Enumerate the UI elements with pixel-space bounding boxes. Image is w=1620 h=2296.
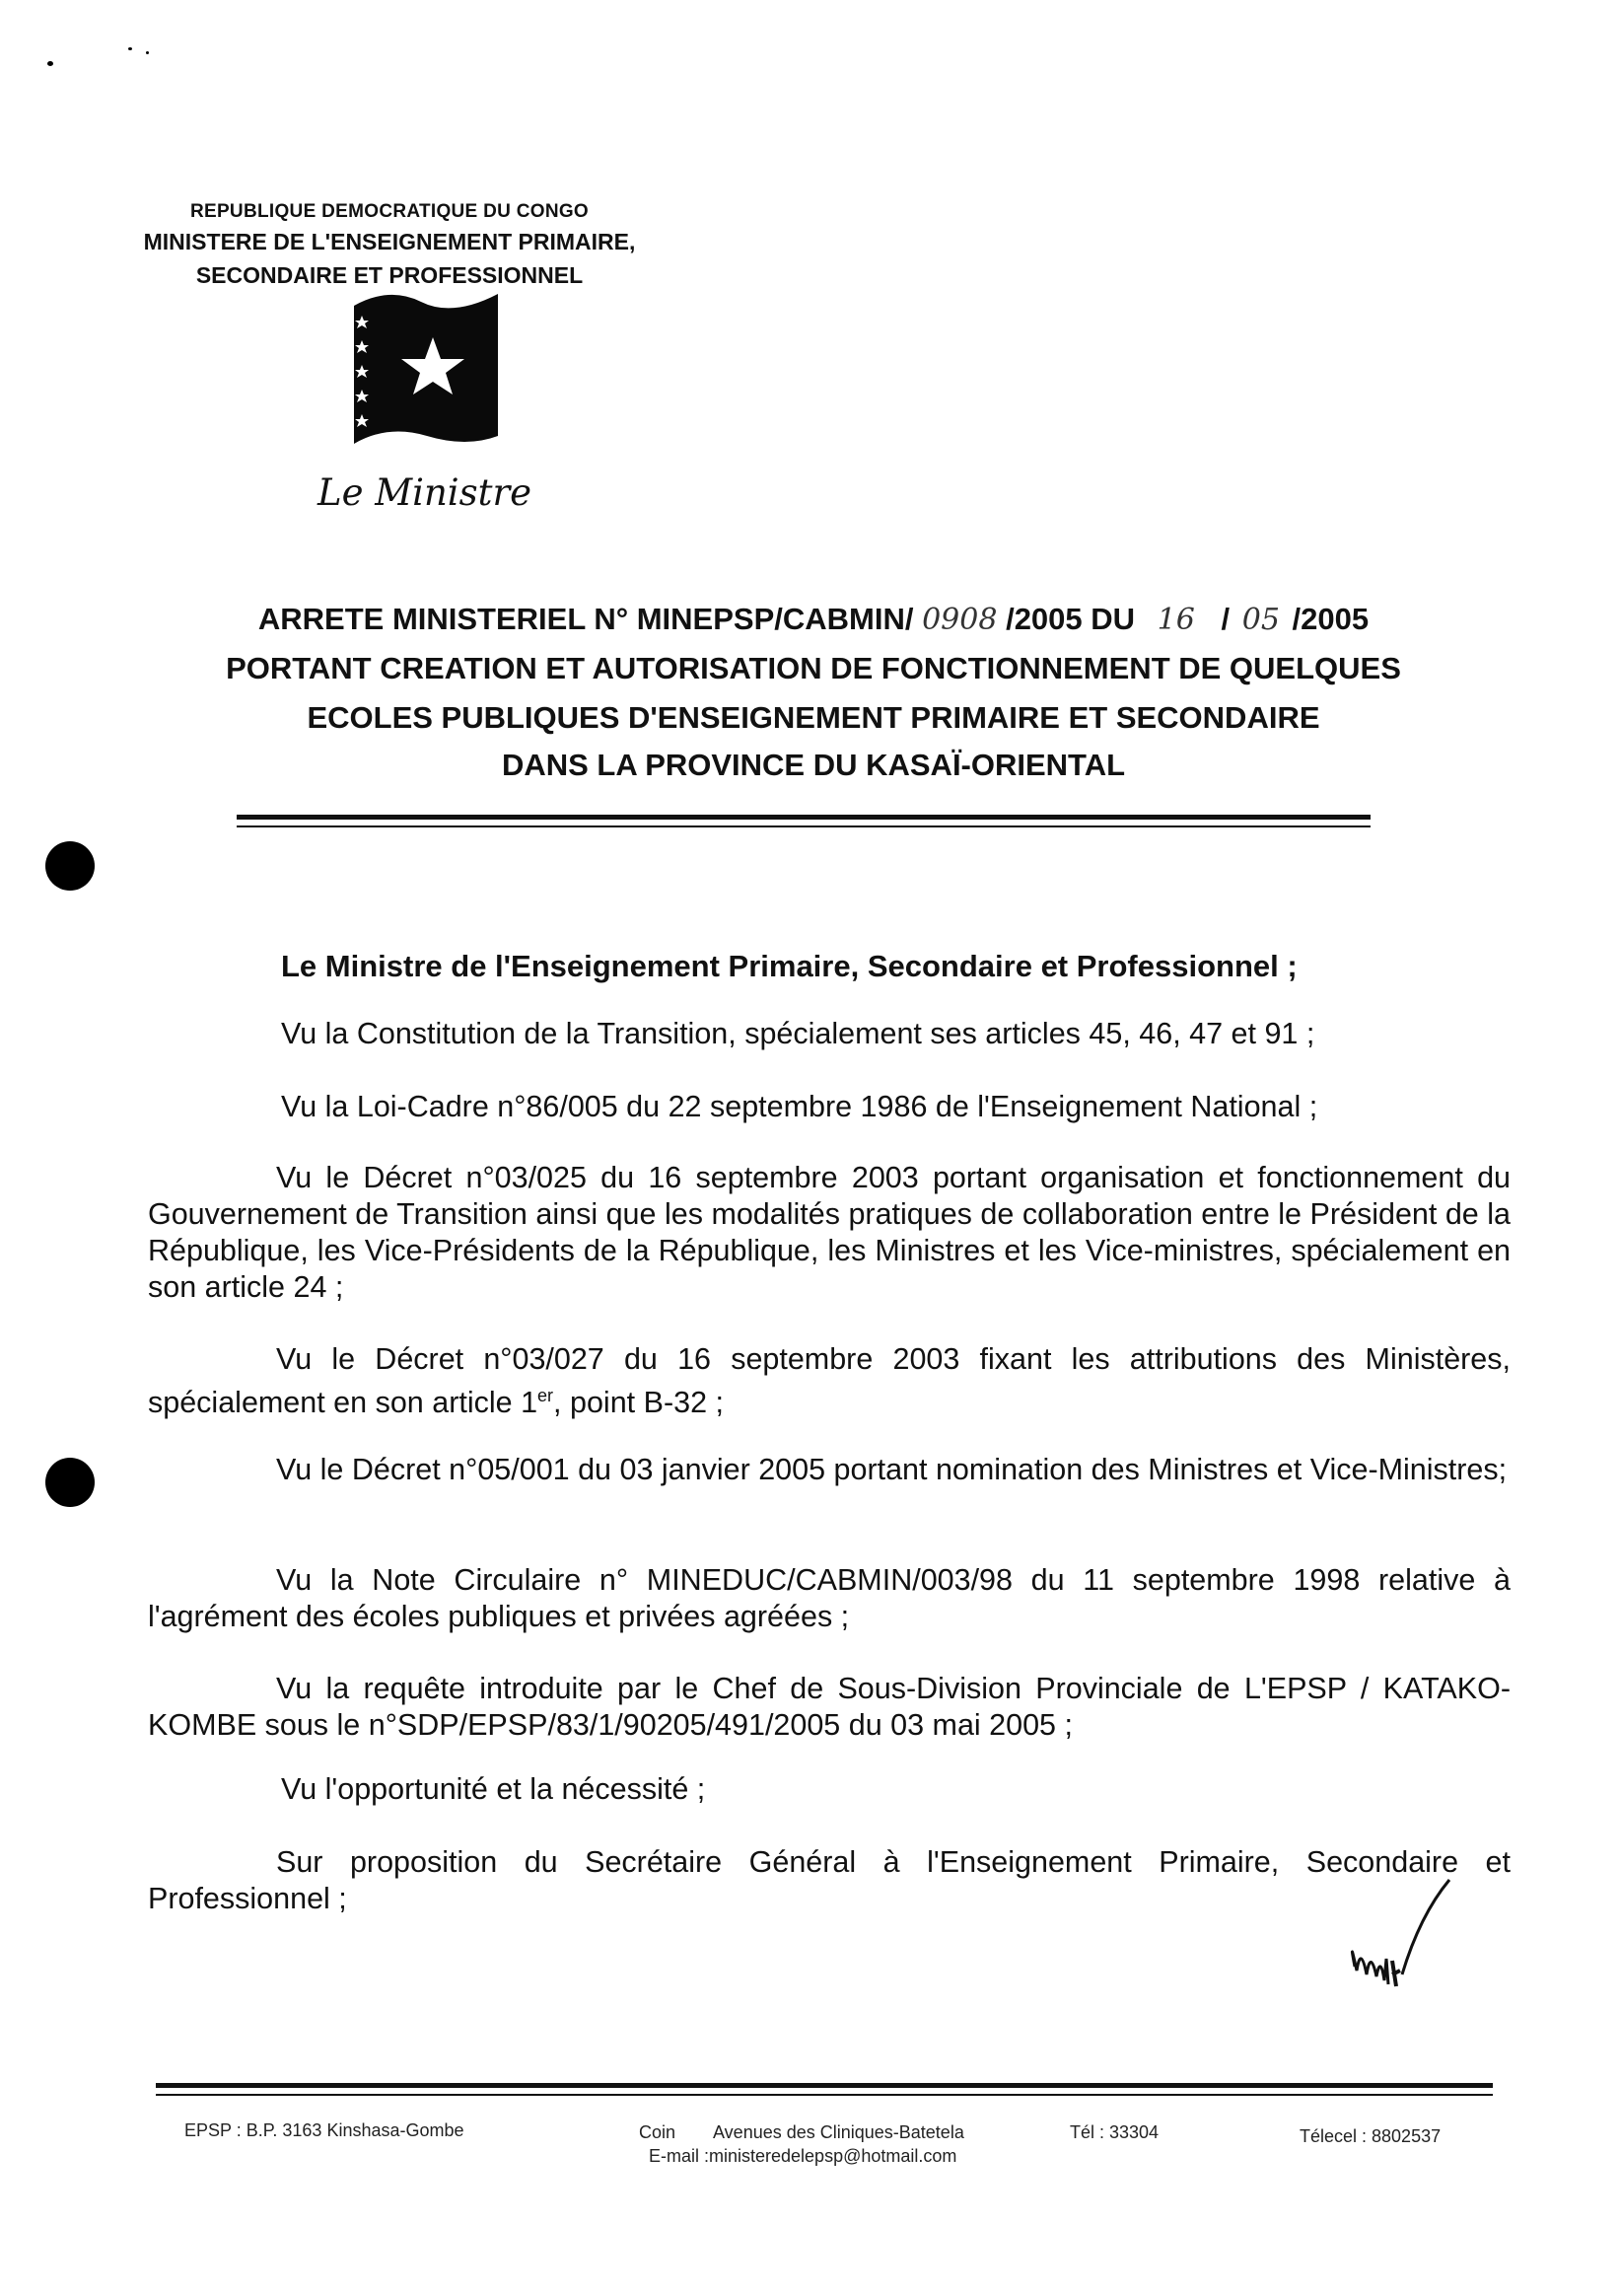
footer-telephone: Tél : 33304: [1070, 2122, 1160, 2142]
scan-speck: [128, 47, 132, 50]
ordinal-superscript: er: [537, 1386, 554, 1405]
handwritten-month: 05: [1241, 603, 1280, 637]
decree-03-027-text: Vu le Décret n°03/027 du 16 septembre 2003 fixant les attributions des Ministères, spécialement en son article 1: [148, 1342, 1511, 1420]
title-divider: [237, 815, 1371, 820]
minister-intro: Le Ministre de l'Enseignement Primaire, Secondaire et Professionnel ;: [281, 949, 1298, 983]
footer-divider-thin: [156, 2094, 1493, 2096]
decree-title-line2: PORTANT CREATION ET AUTORISATION DE FONCTIONNEMENT DE QUELQUES: [226, 651, 1401, 685]
decree-title-line1: [138, 602, 1489, 637]
considering-constitution: Vu la Constitution de la Transition, spécialement ses articles 45, 46, 47 et 91 ;: [281, 1017, 1315, 1050]
scan-speck: [47, 61, 53, 66]
considering-opportunity: Vu l'opportunité et la nécessité ;: [281, 1772, 706, 1806]
considering-decree-03-025: Vu le Décret n°03/025 du 16 septembre 2003 portant organisation et fonctionnement du Gouvernement de Transition ainsi que les modalités pratiques de collaboration entre le Président de la République, les Vice-Présidents de la République, les Ministres et les Vice-ministres, spécialement en son article 24 ;: [148, 1161, 1511, 1304]
punch-hole: [45, 1458, 95, 1507]
ministry-name-line2: SECONDAIRE ET PROFESSIONNEL: [195, 262, 584, 288]
handwritten-day: 16: [1157, 603, 1195, 637]
handwritten-decree-number: 0908: [922, 603, 998, 637]
signatory-title: Le Ministre: [317, 471, 532, 514]
decree-title-line3: ECOLES PUBLIQUES D'ENSEIGNEMENT PRIMAIRE ET SECONDAIRE: [307, 700, 1320, 735]
handwritten-initials: [1341, 1876, 1459, 2004]
footer-divider: [156, 2083, 1493, 2088]
on-proposal: Sur proposition du Secrétaire Général à l'Enseignement Primaire, Secondaire et Professionnel ;: [148, 1845, 1511, 1915]
footer-address: EPSP : B.P. 3163 Kinshasa-Gombe: [184, 2120, 464, 2140]
decree-title-mid: /2005 DU: [1006, 602, 1136, 636]
ministry-name-line1: MINISTERE DE L'ENSEIGNEMENT PRIMAIRE,: [143, 229, 636, 254]
title-divider-thin: [237, 825, 1371, 827]
footer-corner-label: Coin: [639, 2122, 676, 2142]
considering-circular-note: Vu la Note Circulaire n° MINEDUC/CABMIN/003/98 du 11 septembre 1998 relative à l'agrément des écoles publiques et privées agréées ;: [148, 1563, 1511, 1633]
considering-decree-05-001: Vu le Décret n°05/001 du 03 janvier 2005 portant nomination des Ministres et Vice-Ministres;: [276, 1453, 1508, 1486]
flag-star-emblem-icon: [350, 288, 508, 451]
decree-title-suffix: /2005: [1292, 602, 1370, 636]
punch-hole: [45, 841, 95, 891]
footer-telecel: Télecel : 8802537: [1300, 2126, 1442, 2146]
footer-avenues: Avenues des Cliniques-Batetela: [713, 2122, 964, 2142]
country-name: REPUBLIQUE DEMOCRATIQUE DU CONGO: [189, 201, 590, 222]
considering-loi-cadre: Vu la Loi-Cadre n°86/005 du 22 septembre 1986 de l'Enseignement National ;: [281, 1090, 1318, 1123]
decree-title-prefix: ARRETE MINISTERIEL N° MINEPSP/CABMIN/: [257, 602, 914, 636]
considering-request: Vu la requête introduite par le Chef de Sous-Division Provinciale de L'EPSP / KATAKO-KOMBE sous le n°SDP/EPSP/83/1/90205/491/2005 du 03 mai 2005 ;: [148, 1672, 1511, 1742]
date-slash: /: [1221, 602, 1231, 636]
scan-speck: [146, 51, 149, 54]
decree-03-027-point: , point B-32 ;: [553, 1386, 724, 1420]
footer-email: E-mail :ministeredelepsp@hotmail.com: [649, 2146, 957, 2166]
considering-decree-03-027: [148, 1341, 1511, 1421]
decree-title-line4: DANS LA PROVINCE DU KASAÏ-ORIENTAL: [501, 748, 1126, 782]
